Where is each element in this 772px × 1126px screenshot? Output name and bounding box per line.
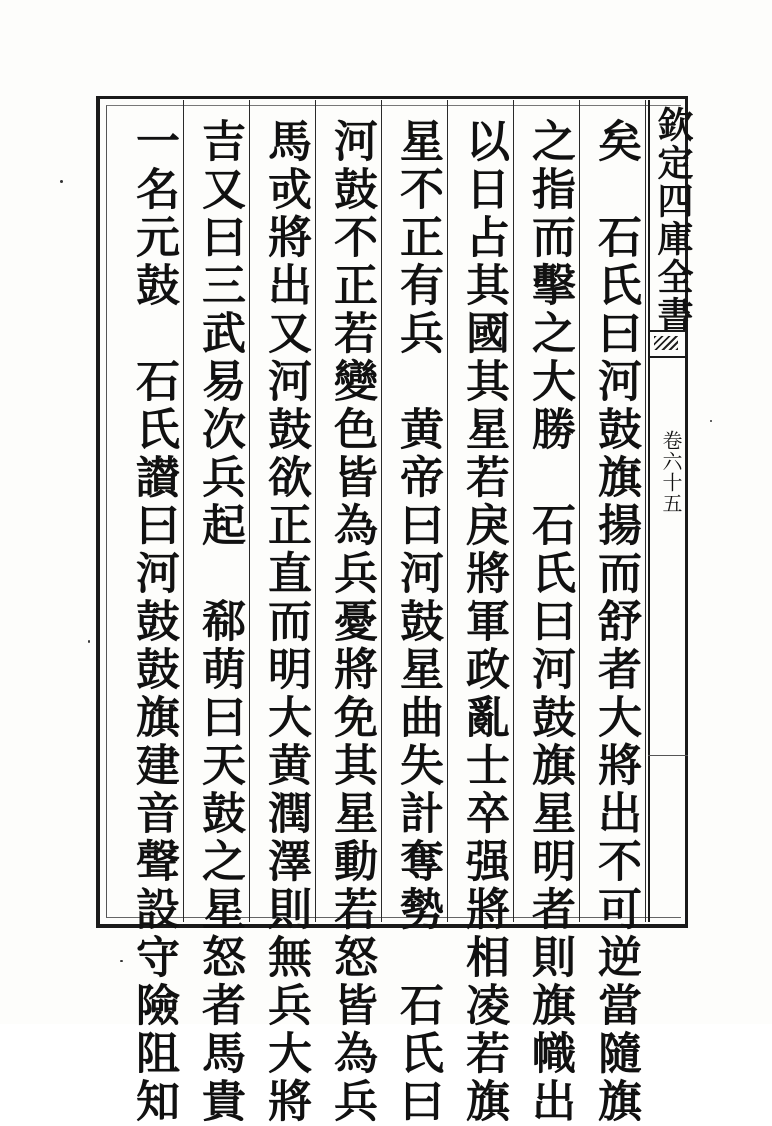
column-text: 一名元鼓 石氏讃曰河鼓鼓旗建音聲設守險阻知	[128, 118, 179, 1126]
scan-speck	[60, 180, 63, 183]
column-text: 吉又曰三武易次兵起 郗萌曰天鼓之星怒者馬貴	[194, 118, 245, 1126]
column-text: 矣 石氏曰河鼓旗揚而舒者大將出不可逆當隨旗	[590, 118, 641, 1126]
column-text: 星不正有兵 黄帝曰河鼓星曲失計奪勢 石氏曰	[392, 118, 443, 1126]
fish-tail-ornament-icon	[648, 330, 688, 358]
text-column-3	[450, 100, 514, 1126]
column-text: 河鼓不正若變色皆為兵憂將免其星動若怒皆為兵	[326, 118, 377, 1126]
scan-speck	[710, 420, 712, 422]
text-column-7	[186, 100, 250, 1126]
text-column-5	[318, 100, 382, 1126]
text-column-4	[384, 100, 448, 1126]
volume-number: 卷六十五	[659, 430, 683, 514]
column-text: 馬戓將出又河鼓欲正直而明大黄潤澤則無兵大將	[260, 118, 311, 1126]
text-column-6	[252, 100, 316, 1126]
text-columns	[104, 100, 646, 1126]
column-text: 以日占其國其星若戾將軍政亂士卒强將相凌若旗	[458, 118, 509, 1126]
book-title: 欽定四庫全書	[652, 106, 694, 334]
scan-speck	[88, 640, 90, 643]
column-text: 之指而擊之大勝 石氏曰河鼓旗星明者則旗幟出	[524, 118, 575, 1126]
text-column-8	[120, 100, 184, 1126]
book-margin-strip	[648, 100, 694, 922]
text-column-2	[516, 100, 580, 1126]
text-column-1	[582, 100, 646, 1126]
strip-divider	[648, 755, 688, 756]
scan-speck	[120, 960, 123, 962]
